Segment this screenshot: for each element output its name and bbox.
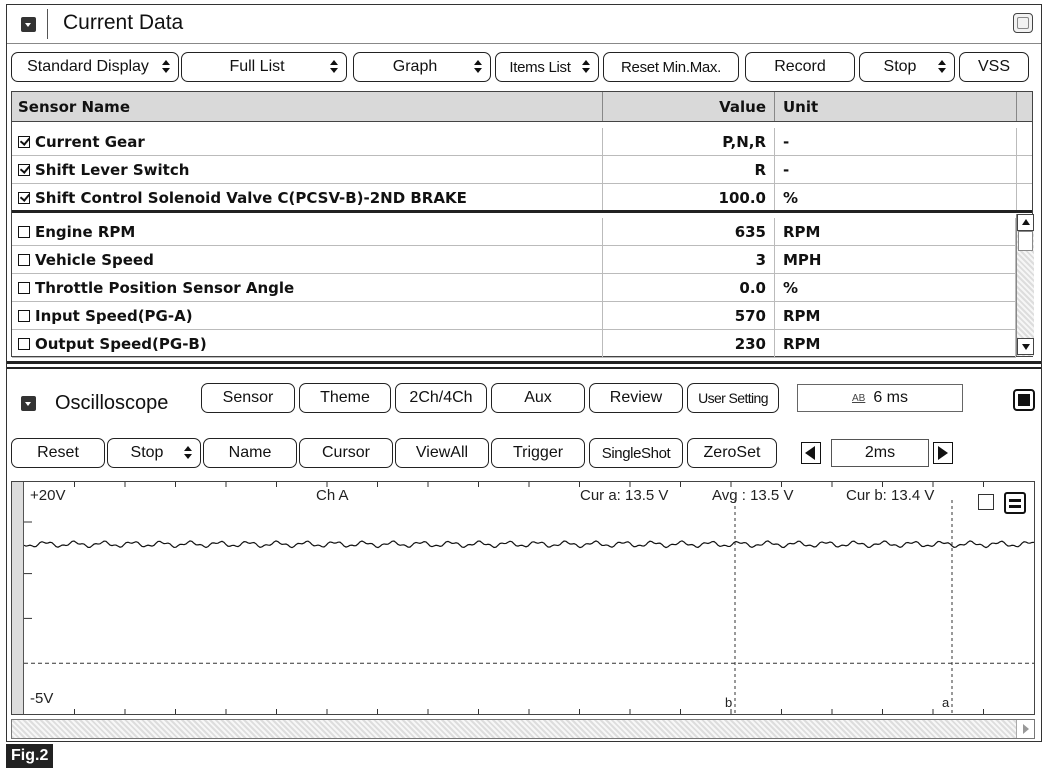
scroll-right-icon[interactable] bbox=[1016, 720, 1034, 738]
scope-channel-label: Ch A bbox=[316, 487, 349, 504]
button-label: Aux bbox=[524, 389, 552, 406]
user-setting-button[interactable] bbox=[687, 383, 779, 413]
divider bbox=[47, 9, 48, 39]
column-header-value[interactable]: Value bbox=[603, 92, 775, 121]
time-readout-value: 6 ms bbox=[873, 389, 908, 406]
sensor-name-cell bbox=[12, 274, 603, 301]
2ch-4ch-button[interactable] bbox=[395, 383, 487, 413]
oscilloscope-display[interactable] bbox=[11, 481, 1035, 715]
sensor-name: Throttle Position Sensor Angle bbox=[35, 278, 295, 297]
table-header bbox=[12, 92, 1032, 122]
cursor-a-marker[interactable]: a bbox=[942, 695, 950, 710]
stop-button[interactable] bbox=[859, 52, 955, 82]
current-data-title: Current Data bbox=[63, 11, 184, 34]
sensor-name-cell bbox=[12, 184, 603, 211]
button-label: VSS bbox=[977, 58, 1010, 75]
button-label: Reset Min.Max. bbox=[621, 58, 721, 76]
sensor-value: 635 bbox=[603, 218, 775, 245]
unchecked-checkbox-icon[interactable] bbox=[18, 310, 30, 322]
sensor-name: Input Speed(PG-A) bbox=[35, 306, 193, 325]
button-label: Full List bbox=[229, 58, 285, 75]
collapse-icon[interactable] bbox=[21, 17, 36, 32]
section-divider bbox=[7, 361, 1041, 364]
scope-max-label: +20V bbox=[30, 487, 66, 504]
sensor-unit: MPH bbox=[775, 246, 1016, 273]
sensor-value: 230 bbox=[603, 330, 775, 357]
graph-button[interactable] bbox=[353, 52, 491, 82]
standard-display-button[interactable] bbox=[11, 52, 179, 82]
items-list-button[interactable] bbox=[495, 52, 599, 82]
scope-cursor-a-readout: Cur a: 13.5 V bbox=[580, 487, 669, 504]
scope-horizontal-scrollbar[interactable] bbox=[11, 719, 1035, 739]
stop-button[interactable] bbox=[107, 438, 201, 468]
unchecked-checkbox-icon[interactable] bbox=[18, 338, 30, 350]
button-label: Graph bbox=[392, 58, 438, 75]
spinner-arrows-icon bbox=[330, 60, 338, 74]
sensor-unit: RPM bbox=[775, 302, 1016, 329]
table-row[interactable] bbox=[12, 246, 1016, 274]
maximize-icon[interactable] bbox=[1013, 13, 1033, 33]
ab-icon: AB bbox=[851, 392, 866, 404]
sensor-name-cell bbox=[12, 218, 603, 245]
scroll-down-icon[interactable] bbox=[1017, 338, 1034, 355]
singleshot-button[interactable] bbox=[589, 438, 683, 468]
sensor-button[interactable] bbox=[201, 383, 295, 413]
table-row[interactable] bbox=[12, 184, 1032, 212]
button-label: Cursor bbox=[321, 444, 370, 461]
scroll-thumb[interactable] bbox=[1018, 231, 1033, 251]
sensor-unit: % bbox=[775, 274, 1016, 301]
spinner-arrows-icon bbox=[474, 60, 482, 74]
button-label: Reset bbox=[37, 444, 79, 461]
cursor-button[interactable] bbox=[299, 438, 393, 468]
column-header-sensor-name[interactable]: Sensor Name bbox=[12, 92, 603, 121]
scope-plot bbox=[24, 482, 1034, 714]
checked-checkbox-icon[interactable] bbox=[18, 136, 30, 148]
spinner-arrows-icon bbox=[162, 60, 170, 74]
reset-min-max-button[interactable] bbox=[603, 52, 739, 82]
sensor-name: Current Gear bbox=[35, 132, 145, 151]
table-row[interactable] bbox=[12, 128, 1032, 156]
sensor-name-cell bbox=[12, 246, 603, 273]
scan-tool-window bbox=[6, 4, 1042, 742]
button-label: Record bbox=[774, 58, 826, 75]
sensor-unit: - bbox=[775, 156, 1017, 183]
cursor-b-marker[interactable]: b bbox=[725, 695, 733, 710]
button-label: Review bbox=[609, 389, 663, 406]
sensor-value: R bbox=[603, 156, 775, 183]
checked-checkbox-icon[interactable] bbox=[18, 164, 30, 176]
scope-menu-icon[interactable] bbox=[1004, 492, 1026, 514]
timebase-left-icon[interactable] bbox=[801, 442, 821, 464]
unchecked-checkbox-icon[interactable] bbox=[18, 254, 30, 266]
current-data-header bbox=[7, 5, 1041, 43]
sensor-value: P,N,R bbox=[603, 128, 775, 155]
sensor-name: Output Speed(PG-B) bbox=[35, 334, 207, 353]
review-button[interactable] bbox=[589, 383, 683, 413]
name-button[interactable] bbox=[203, 438, 297, 468]
sensor-table bbox=[11, 91, 1033, 357]
time-readout bbox=[797, 384, 963, 412]
sensor-name: Vehicle Speed bbox=[35, 250, 154, 269]
sensor-name: Engine RPM bbox=[35, 222, 136, 241]
button-label: Theme bbox=[320, 389, 370, 406]
unchecked-checkbox-icon[interactable] bbox=[18, 226, 30, 238]
sensor-name-cell bbox=[12, 156, 603, 183]
sensor-value: 0.0 bbox=[603, 274, 775, 301]
timebase-right-icon[interactable] bbox=[933, 442, 953, 464]
unchecked-checkbox-icon[interactable] bbox=[18, 282, 30, 294]
sensor-name-cell bbox=[12, 302, 603, 329]
spinner-arrows-icon bbox=[938, 60, 946, 74]
table-row[interactable] bbox=[12, 302, 1016, 330]
sensor-unit: - bbox=[775, 128, 1017, 155]
column-header-unit[interactable]: Unit bbox=[775, 92, 1017, 121]
sensor-unit: RPM bbox=[775, 330, 1016, 357]
spinner-arrows-icon bbox=[582, 60, 590, 74]
sensor-list-scrollbar[interactable] bbox=[1016, 214, 1034, 356]
oscilloscope-title: Oscilloscope bbox=[55, 392, 169, 414]
sensor-unit: % bbox=[775, 184, 1017, 211]
sensor-name: Shift Control Solenoid Valve C(PCSV-B)-2ND BRAKE bbox=[35, 188, 467, 207]
viewall-button[interactable] bbox=[395, 438, 489, 468]
button-label: 2Ch/4Ch bbox=[409, 389, 473, 406]
sensor-name-cell bbox=[12, 330, 603, 357]
button-label: Standard Display bbox=[27, 58, 149, 75]
theme-button[interactable] bbox=[299, 383, 391, 413]
reset-button[interactable] bbox=[11, 438, 105, 468]
scope-min-label: -5V bbox=[30, 690, 54, 707]
record-button[interactable] bbox=[745, 52, 855, 82]
table-row[interactable] bbox=[12, 330, 1016, 358]
full-list-button[interactable] bbox=[181, 52, 347, 82]
scope-average-readout: Avg : 13.5 V bbox=[712, 487, 794, 504]
table-row[interactable] bbox=[12, 218, 1016, 246]
pinned-divider bbox=[12, 210, 1032, 213]
figure-label: Fig.2 bbox=[6, 744, 53, 768]
table-row[interactable] bbox=[12, 274, 1016, 302]
button-label: Items List bbox=[509, 58, 571, 76]
scope-checkbox[interactable] bbox=[978, 494, 994, 510]
button-label: Name bbox=[228, 444, 272, 461]
vss-button[interactable] bbox=[959, 52, 1029, 82]
zeroset-button[interactable] bbox=[687, 438, 777, 468]
button-label: Sensor bbox=[222, 389, 274, 406]
scope-cursor-b-readout: Cur b: 13.4 V bbox=[846, 487, 935, 504]
button-label: ViewAll bbox=[415, 444, 469, 461]
aux-button[interactable] bbox=[491, 383, 585, 413]
button-label: ZeroSet bbox=[703, 444, 761, 461]
button-label: Stop bbox=[130, 444, 164, 461]
scope-side-bar bbox=[12, 482, 24, 714]
button-label: Stop bbox=[883, 58, 917, 75]
trigger-button[interactable] bbox=[491, 438, 585, 468]
sensor-value: 3 bbox=[603, 246, 775, 273]
checked-checkbox-icon[interactable] bbox=[18, 192, 30, 204]
sensor-name: Shift Lever Switch bbox=[35, 160, 190, 179]
sensor-value: 570 bbox=[603, 302, 775, 329]
table-row[interactable] bbox=[12, 156, 1032, 184]
signal-trace bbox=[24, 541, 1034, 548]
spinner-arrows-icon bbox=[184, 446, 192, 460]
button-label: Trigger bbox=[512, 444, 564, 461]
stop-square-icon[interactable] bbox=[1013, 389, 1035, 411]
timebase-field[interactable]: 2ms bbox=[831, 439, 929, 467]
section-divider bbox=[7, 367, 1041, 369]
sensor-name-cell bbox=[12, 128, 603, 155]
button-label: SingleShot bbox=[601, 444, 671, 462]
scroll-up-icon[interactable] bbox=[1017, 214, 1034, 231]
button-label: User Setting bbox=[698, 390, 768, 406]
collapse-icon[interactable] bbox=[21, 396, 36, 411]
sensor-value: 100.0 bbox=[603, 184, 775, 211]
sensor-unit: RPM bbox=[775, 218, 1016, 245]
divider bbox=[7, 43, 1041, 44]
